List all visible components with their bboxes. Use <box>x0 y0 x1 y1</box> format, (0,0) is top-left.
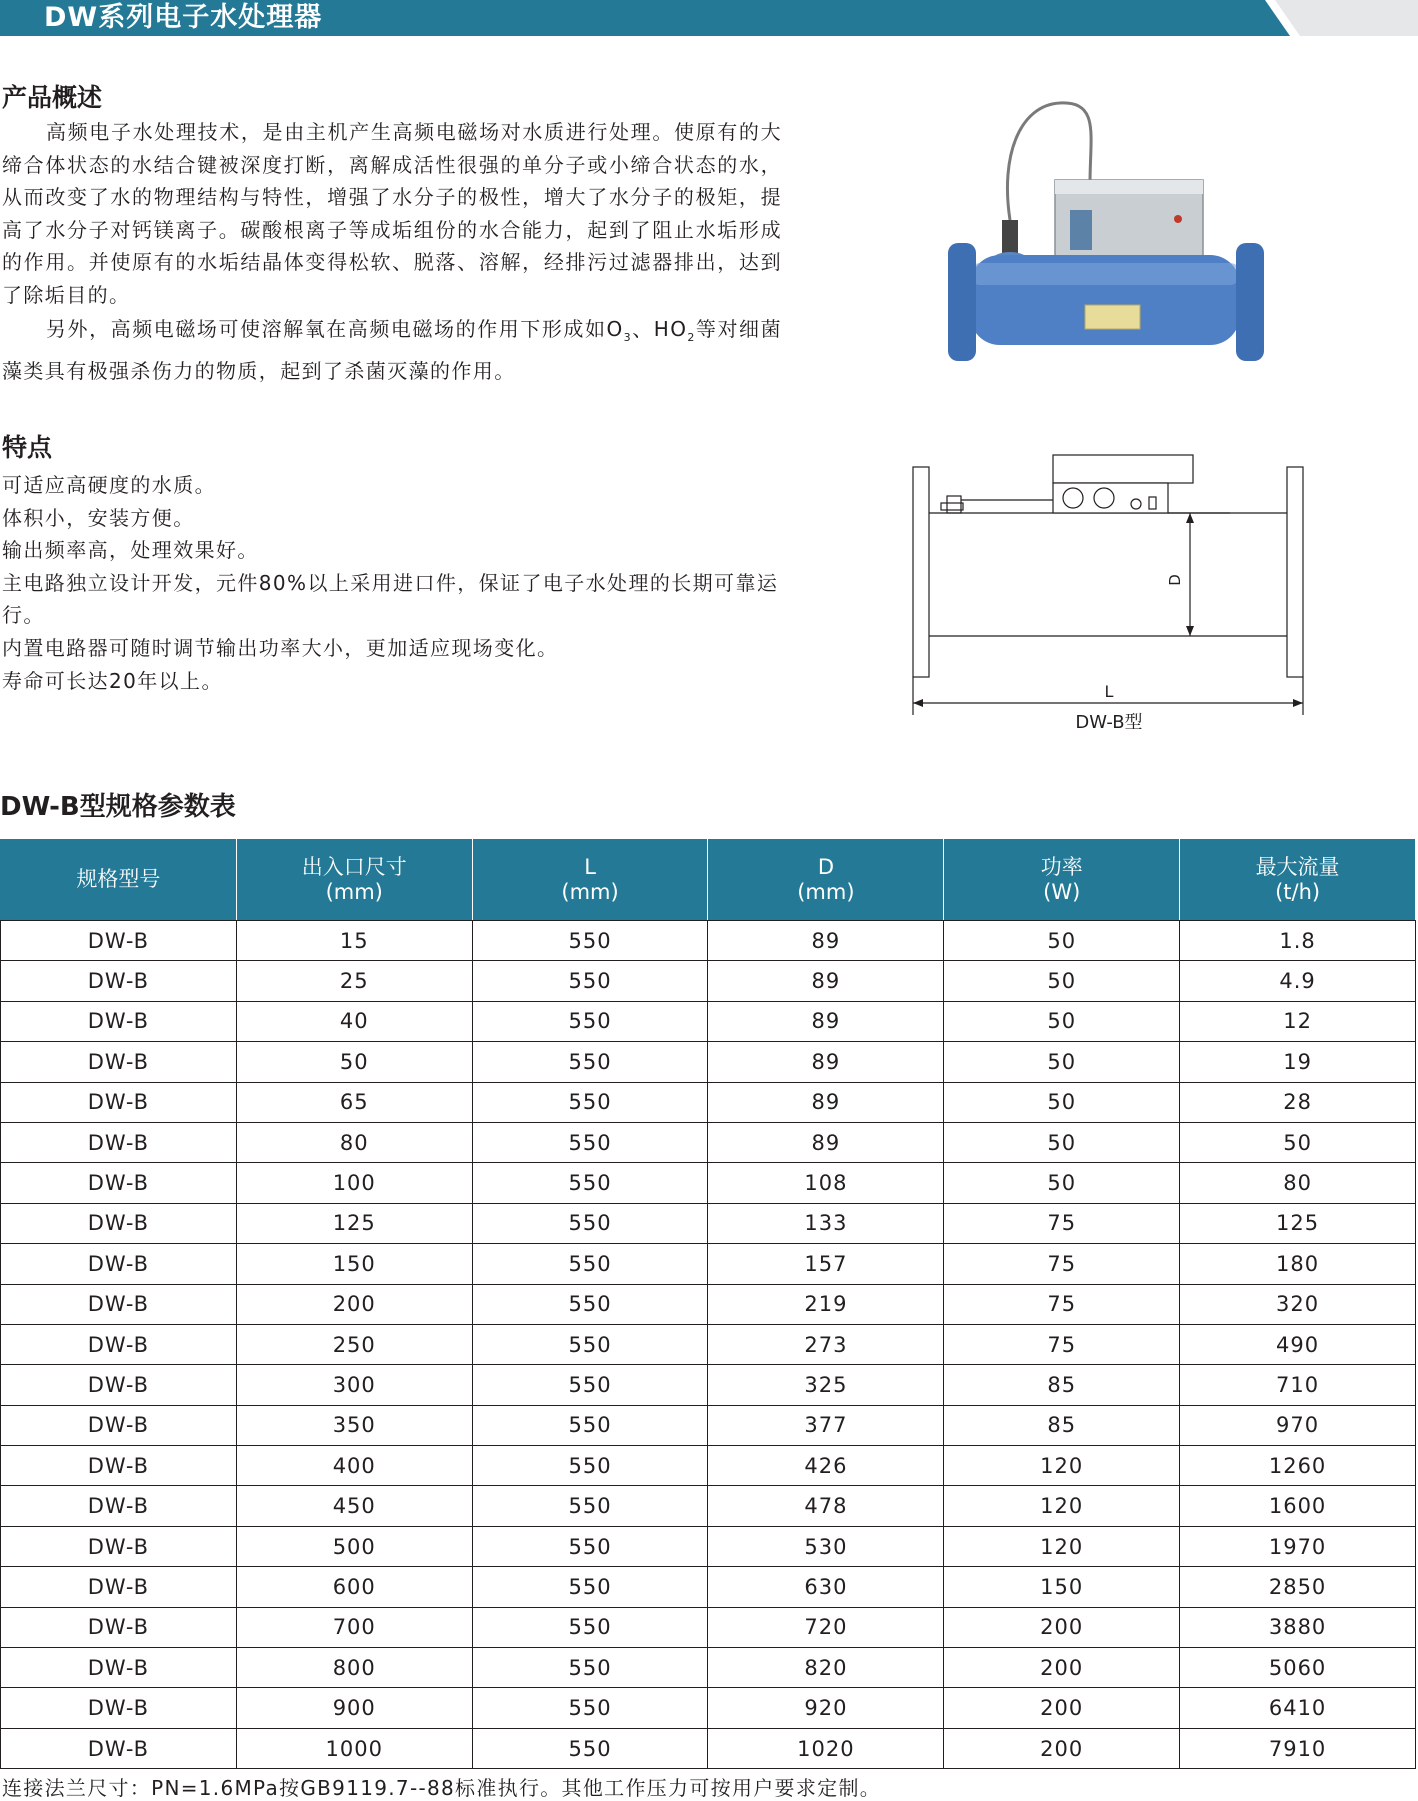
table-cell: DW-B <box>1 1203 237 1243</box>
table-cell: 65 <box>236 1082 472 1122</box>
table-cell: 530 <box>708 1526 944 1566</box>
table-cell: 350 <box>236 1405 472 1445</box>
table-cell: 630 <box>708 1567 944 1607</box>
table-cell: 273 <box>708 1324 944 1364</box>
table-cell: 100 <box>236 1163 472 1203</box>
header-length <box>472 839 708 921</box>
table-cell: 6410 <box>1180 1688 1416 1728</box>
table-row <box>1 1607 1416 1647</box>
table-cell: 150 <box>944 1567 1180 1607</box>
table-cell: 200 <box>944 1648 1180 1688</box>
diagram-caption: DW-B型 <box>1075 712 1143 733</box>
table-cell: 550 <box>472 1405 708 1445</box>
table-cell: DW-B <box>1 1607 237 1647</box>
table-cell: 3880 <box>1180 1607 1416 1647</box>
header-unit: (W) <box>1043 879 1081 904</box>
table-cell: 40 <box>236 1001 472 1041</box>
table-cell: DW-B <box>1 1324 237 1364</box>
table-cell: DW-B <box>1 1163 237 1203</box>
table-cell: 550 <box>472 1203 708 1243</box>
table-row <box>1 1163 1416 1203</box>
header-unit: (mm) <box>325 879 383 904</box>
table-cell: 15 <box>236 921 472 961</box>
table-cell: 7910 <box>1180 1728 1416 1768</box>
header-unit: (mm) <box>797 879 855 904</box>
table-cell: DW-B <box>1 1284 237 1324</box>
paragraph-2-part-a: 另外，高频电磁场可使溶解氧在高频电磁场的作用下形成如O <box>46 317 624 341</box>
dimension-diagram <box>900 450 1320 740</box>
right-flange <box>1287 467 1303 677</box>
table-cell: 300 <box>236 1365 472 1405</box>
table-cell: 50 <box>944 1163 1180 1203</box>
feature-item: 内置电路器可随时调节输出功率大小，更加适应现场变化。 <box>2 635 559 660</box>
table-cell: DW-B <box>1 1405 237 1445</box>
table-cell: 550 <box>472 1244 708 1284</box>
table-cell: 89 <box>708 1001 944 1041</box>
table-cell: 325 <box>708 1365 944 1405</box>
spec-table-body <box>1 921 1416 1769</box>
table-cell: 120 <box>944 1446 1180 1486</box>
table-cell: 133 <box>708 1203 944 1243</box>
header-label: L <box>584 854 596 879</box>
table-cell: 550 <box>472 1324 708 1364</box>
table-row <box>1 1284 1416 1324</box>
table-cell: 600 <box>236 1567 472 1607</box>
table-row <box>1 1082 1416 1122</box>
table-row <box>1 1688 1416 1728</box>
table-cell: 550 <box>472 1001 708 1041</box>
table-cell: 89 <box>708 961 944 1001</box>
table-cell: DW-B <box>1 1648 237 1688</box>
header-unit: (mm) <box>561 879 619 904</box>
feature-item: 可适应高硬度的水质。 <box>2 473 216 497</box>
feature-item: 主电路独立设计开发，元件80%以上采用进口件，保证了电子水处理的长期可靠运行。 <box>2 570 779 628</box>
footnote: 连接法兰尺寸：PN=1.6MPa按GB9119.7--88标准执行。其他工作压力可按用户要求定制。 <box>2 1776 882 1800</box>
table-row <box>1 1203 1416 1243</box>
table-row <box>1 961 1416 1001</box>
table-cell: 125 <box>236 1203 472 1243</box>
overview-paragraph-1: 高频电子水处理技术，是由主机产生高频电磁场对水质进行处理。使原有的大缔合体状态的水结合键被深度打断，离解成活性很强的单分子或小缔合状态的水，从而改变了水的物理结构与特性，增强了水分子的极性，增大了水分子的极矩，提高了水分子对钙镁离子。碳酸根离子等成垢组份的水合能力，起到了阻止水垢形成的作用。并使原有的水垢结晶体变得松软、脱落、溶解，经排污过滤器排出，达到了除垢目的。 <box>2 120 782 307</box>
table-cell: 200 <box>944 1728 1180 1768</box>
table-cell: DW-B <box>1 1001 237 1041</box>
paragraph-2-part-b: 、HO <box>632 317 688 341</box>
table-cell: DW-B <box>1 1042 237 1082</box>
feature-item: 寿命可长达20年以上。 <box>2 668 223 693</box>
table-cell: 550 <box>472 961 708 1001</box>
table-cell: 550 <box>472 1728 708 1768</box>
header-label: 最大流量 <box>1255 854 1340 879</box>
header-unit: (t/h) <box>1275 879 1321 904</box>
subscript-2: 2 <box>687 331 696 344</box>
table-cell: 125 <box>1180 1203 1416 1243</box>
table-cell: 2850 <box>1180 1567 1416 1607</box>
table-cell: 550 <box>472 921 708 961</box>
table-cell: DW-B <box>1 1122 237 1162</box>
table-cell: DW-B <box>1 921 237 961</box>
table-cell: 700 <box>236 1607 472 1647</box>
header-max-flow <box>1180 839 1416 921</box>
left-flange <box>913 467 929 677</box>
table-cell: 200 <box>944 1607 1180 1647</box>
table-cell: 89 <box>708 1082 944 1122</box>
table-cell: 75 <box>944 1284 1180 1324</box>
table-cell: 1000 <box>236 1728 472 1768</box>
table-cell: DW-B <box>1 1244 237 1284</box>
table-header-row <box>1 839 1416 921</box>
label-l: L <box>1104 682 1114 701</box>
table-cell: 900 <box>236 1688 472 1728</box>
table-cell: 200 <box>944 1688 1180 1728</box>
table-row <box>1 1244 1416 1284</box>
table-row <box>1 1648 1416 1688</box>
table-row <box>1 1446 1416 1486</box>
subscript-3: 3 <box>623 331 633 344</box>
table-row <box>1 1122 1416 1162</box>
table-cell: 28 <box>1180 1082 1416 1122</box>
table-cell: 1970 <box>1180 1526 1416 1566</box>
table-cell: 550 <box>472 1446 708 1486</box>
table-cell: 180 <box>1180 1244 1416 1284</box>
table-cell: 157 <box>708 1244 944 1284</box>
table-cell: 250 <box>236 1324 472 1364</box>
table-cell: DW-B <box>1 961 237 1001</box>
table-cell: 720 <box>708 1607 944 1647</box>
table-cell: 550 <box>472 1082 708 1122</box>
header-label: 功率 <box>1040 854 1083 879</box>
table-cell: 550 <box>472 1526 708 1566</box>
table-cell: 550 <box>472 1042 708 1082</box>
table-row <box>1 1526 1416 1566</box>
features-heading: 特点 <box>2 433 53 462</box>
table-cell: DW-B <box>1 1688 237 1728</box>
table-cell: 400 <box>236 1446 472 1486</box>
table-cell: 450 <box>236 1486 472 1526</box>
header-model <box>1 839 237 921</box>
table-row <box>1 921 1416 961</box>
product-photo <box>940 95 1270 375</box>
table-cell: 550 <box>472 1607 708 1647</box>
table-cell: 89 <box>708 921 944 961</box>
table-cell: 89 <box>708 1122 944 1162</box>
table-cell: 80 <box>236 1122 472 1162</box>
table-cell: 1020 <box>708 1728 944 1768</box>
table-row <box>1 1042 1416 1082</box>
table-cell: 50 <box>944 961 1180 1001</box>
table-row <box>1 1324 1416 1364</box>
table-cell: 800 <box>236 1648 472 1688</box>
table-cell: 426 <box>708 1446 944 1486</box>
table-cell: 320 <box>1180 1284 1416 1324</box>
table-cell: 120 <box>944 1486 1180 1526</box>
table-cell: 89 <box>708 1042 944 1082</box>
table-cell: 550 <box>472 1122 708 1162</box>
table-cell: 820 <box>708 1648 944 1688</box>
table-cell: 5060 <box>1180 1648 1416 1688</box>
table-cell: 550 <box>472 1648 708 1688</box>
header-label: D <box>817 854 834 879</box>
overview-heading: 产品概述 <box>2 83 103 112</box>
table-cell: 4.9 <box>1180 961 1416 1001</box>
table-cell: 1.8 <box>1180 921 1416 961</box>
table-cell: 50 <box>944 921 1180 961</box>
table-row <box>1 1405 1416 1445</box>
header-label: 出入口尺寸 <box>301 854 407 879</box>
table-cell: 75 <box>944 1324 1180 1364</box>
header-banner <box>0 0 1418 36</box>
table-cell: 920 <box>708 1688 944 1728</box>
feature-item: 输出频率高，处理效果好。 <box>2 538 259 563</box>
label-d: D <box>1166 574 1184 586</box>
table-cell: 550 <box>472 1688 708 1728</box>
spec-table-title: DW-B型规格参数表 <box>0 792 236 822</box>
table-cell: 1260 <box>1180 1446 1416 1486</box>
table-row <box>1 1486 1416 1526</box>
table-cell: DW-B <box>1 1526 237 1566</box>
table-cell: 1600 <box>1180 1486 1416 1526</box>
table-cell: 12 <box>1180 1001 1416 1041</box>
table-cell: 550 <box>472 1486 708 1526</box>
table-cell: 50 <box>944 1042 1180 1082</box>
table-cell: 75 <box>944 1244 1180 1284</box>
table-cell: 50 <box>944 1122 1180 1162</box>
table-cell: 970 <box>1180 1405 1416 1445</box>
table-cell: 80 <box>1180 1163 1416 1203</box>
table-cell: 500 <box>236 1526 472 1566</box>
table-cell: 120 <box>944 1526 1180 1566</box>
table-cell: 710 <box>1180 1365 1416 1405</box>
table-cell: 75 <box>944 1203 1180 1243</box>
table-cell: 377 <box>708 1405 944 1445</box>
table-cell: 50 <box>944 1082 1180 1122</box>
table-cell: 550 <box>472 1284 708 1324</box>
table-cell: 19 <box>1180 1042 1416 1082</box>
table-cell: 85 <box>944 1405 1180 1445</box>
table-cell: DW-B <box>1 1486 237 1526</box>
header-diameter <box>708 839 944 921</box>
table-row <box>1 1001 1416 1041</box>
table-cell: 550 <box>472 1567 708 1607</box>
spec-table <box>0 838 1416 1769</box>
features-list <box>2 469 782 697</box>
table-cell: 478 <box>708 1486 944 1526</box>
table-cell: DW-B <box>1 1446 237 1486</box>
table-cell: DW-B <box>1 1082 237 1122</box>
table-cell: DW-B <box>1 1567 237 1607</box>
table-cell: 108 <box>708 1163 944 1203</box>
table-cell: 550 <box>472 1365 708 1405</box>
table-cell: 50 <box>1180 1122 1416 1162</box>
table-cell: 200 <box>236 1284 472 1324</box>
page-title: DW系列电子水处理器 <box>44 2 323 33</box>
overview-paragraph-2 <box>2 313 782 387</box>
table-row <box>1 1567 1416 1607</box>
table-row <box>1 1728 1416 1768</box>
table-cell: 50 <box>236 1042 472 1082</box>
table-cell: 50 <box>944 1001 1180 1041</box>
table-cell: 150 <box>236 1244 472 1284</box>
header-power <box>944 839 1180 921</box>
header-label: 规格型号 <box>76 867 161 891</box>
table-cell: DW-B <box>1 1365 237 1405</box>
paragraph-2-part-c: 等对细菌藻类具有极强杀伤力的物质，起到了杀菌灭藻的作用。 <box>2 317 782 383</box>
header-port-size <box>236 839 472 921</box>
table-cell: 550 <box>472 1163 708 1203</box>
table-cell: 219 <box>708 1284 944 1324</box>
table-cell: 490 <box>1180 1324 1416 1364</box>
control-box <box>1053 455 1193 483</box>
table-cell: 25 <box>236 961 472 1001</box>
feature-item: 体积小，安装方便。 <box>2 505 195 530</box>
table-cell: DW-B <box>1 1728 237 1768</box>
table-cell: 85 <box>944 1365 1180 1405</box>
table-row <box>1 1365 1416 1405</box>
